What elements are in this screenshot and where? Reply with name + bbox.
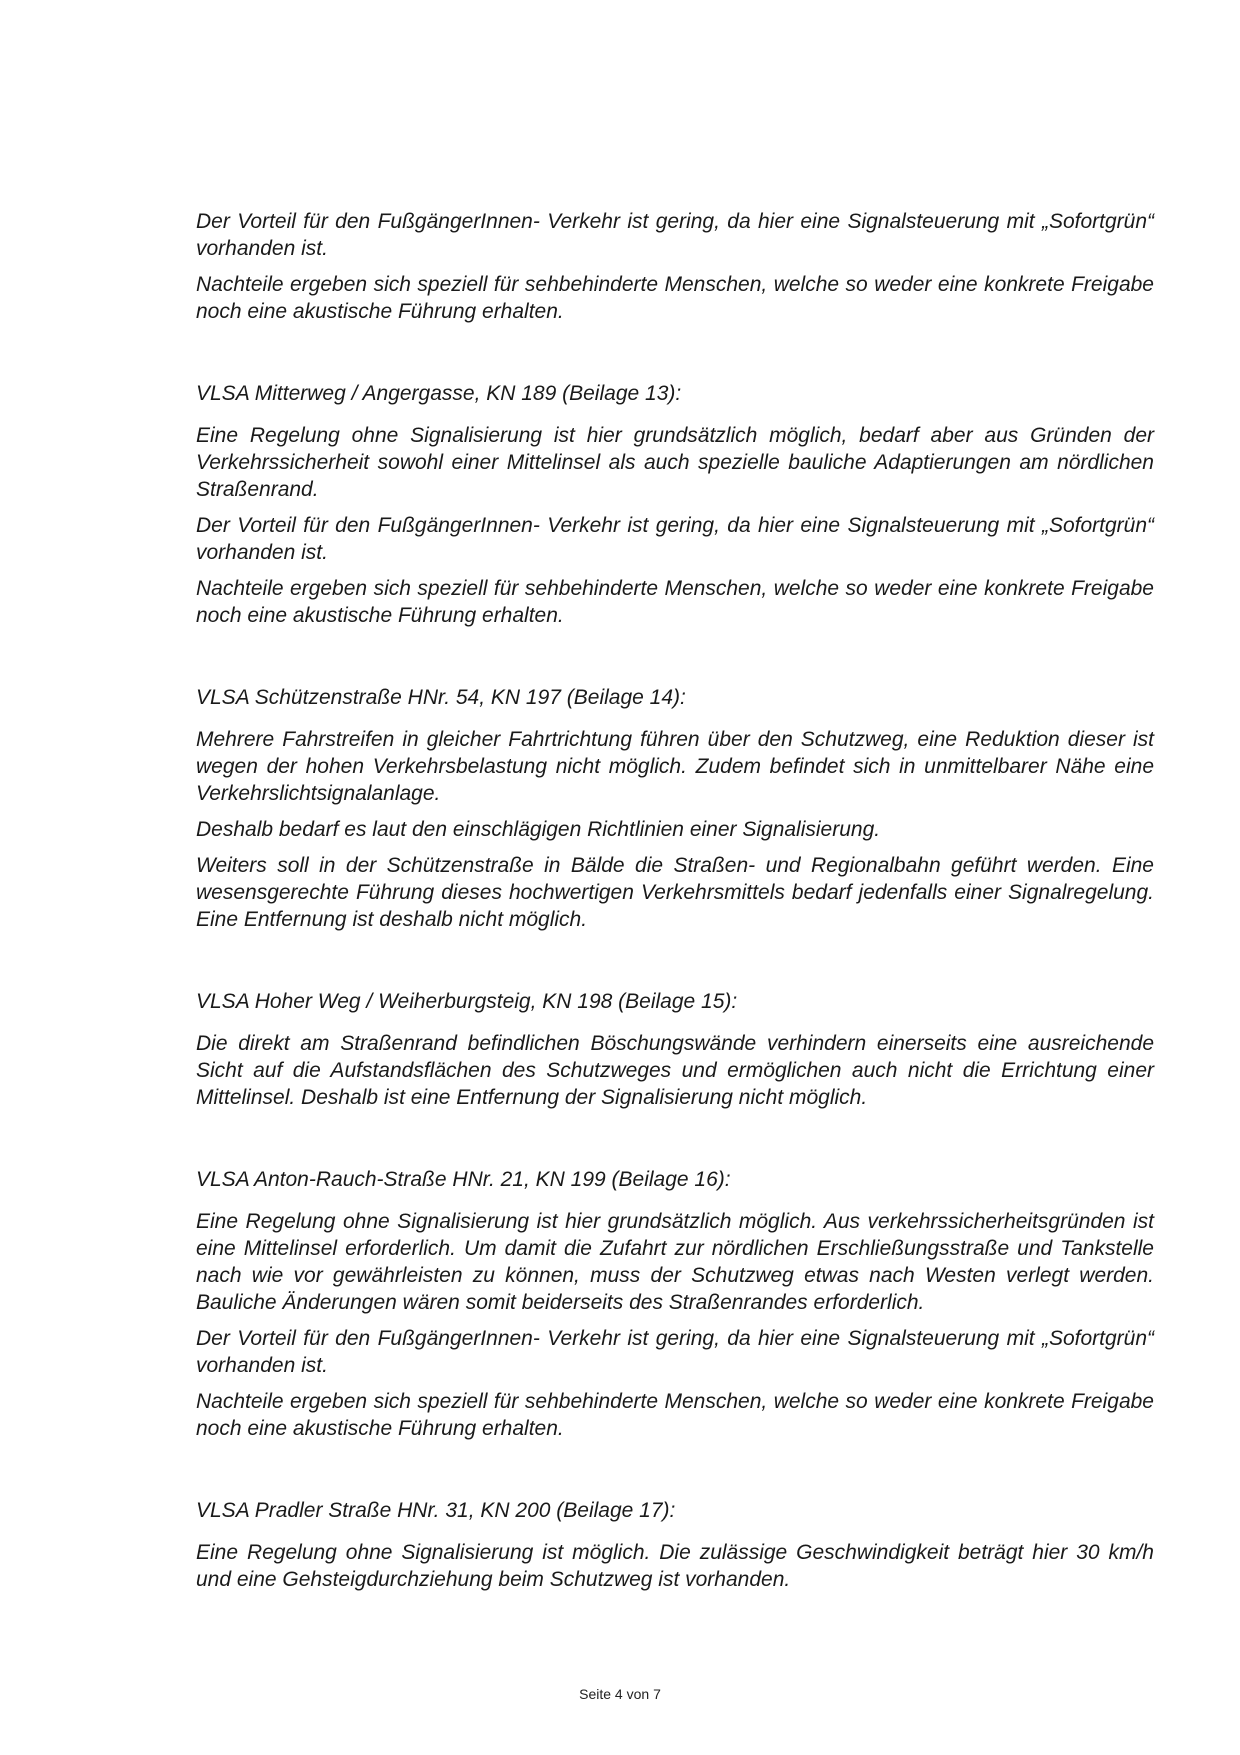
section-paragraph: Der Vorteil für den FußgängerInnen- Verkehr ist gering, da hier eine Signalsteuerung mit „Sofortgrün“ vorhanden ist. bbox=[196, 1327, 1154, 1377]
page-number: Seite 4 von 7 bbox=[579, 1686, 661, 1702]
section-heading: VLSA Pradler Straße HNr. 31, KN 200 (Beilage 17): bbox=[196, 1499, 676, 1522]
section-gap bbox=[196, 638, 1154, 684]
section-heading: VLSA Anton-Rauch-Straße HNr. 21, KN 199 (Beilage 16): bbox=[196, 1168, 731, 1191]
intro-paragraph-disadvantage: Nachteile ergeben sich speziell für sehbehinderte Menschen, welche so weder eine konkrete Freigabe noch eine akustische Führung erhalten. bbox=[196, 273, 1154, 323]
section-gap bbox=[196, 334, 1154, 380]
section-paragraph: Eine Regelung ohne Signalisierung ist möglich. Die zulässige Geschwindigkeit beträgt hier 30 km/h und eine Gehsteigdurchziehung beim Schutzweg ist vorhanden. bbox=[196, 1541, 1154, 1591]
section-paragraph: Der Vorteil für den FußgängerInnen- Verkehr ist gering, da hier eine Signalsteuerung mit „Sofortgrün“ vorhanden ist. bbox=[196, 514, 1154, 564]
section-gap bbox=[196, 1120, 1154, 1166]
section-paragraph: Die direkt am Straßenrand befindlichen Böschungswände verhindern einerseits eine ausreichende Sicht auf die Aufstandsflächen des Schutzweges und ermöglichen auch nicht die Errichtung einer Mittelinsel. Deshalb ist eine Entfernung der Signalisierung nicht möglich. bbox=[196, 1032, 1154, 1109]
section-paragraph: Mehrere Fahrstreifen in gleicher Fahrtrichtung führen über den Schutzweg, eine Reduktion dieser ist wegen der hohen Verkehrsbelastung nicht möglich. Zudem befindet sich in unmittelbarer Nähe eine Verkehrslichtsignalanlage. bbox=[196, 728, 1154, 805]
section-paragraph: Eine Regelung ohne Signalisierung ist hier grundsätzlich möglich. Aus verkehrssicherheitsgründen ist eine Mittelinsel erforderlich. Um damit die Zufahrt zur nördlichen Erschließungsstraße und Tankstelle nach wie vor gewährleisten zu können, muss der Schutzweg etwas nach Westen verlegt werden. Bauliche Änderungen wären somit beiderseits des Straßenrandes erforderlich. bbox=[196, 1210, 1154, 1314]
section-pradler-strasse bbox=[196, 1497, 1154, 1593]
section-paragraph: Nachteile ergeben sich speziell für sehbehinderte Menschen, welche so weder eine konkrete Freigabe noch eine akustische Führung erhalten. bbox=[196, 577, 1154, 627]
section-heading: VLSA Mitterweg / Angergasse, KN 189 (Beilage 13): bbox=[196, 382, 682, 405]
section-schuetzenstrasse bbox=[196, 684, 1154, 933]
section-mitterweg bbox=[196, 380, 1154, 629]
section-paragraph: Nachteile ergeben sich speziell für sehbehinderte Menschen, welche so weder eine konkrete Freigabe noch eine akustische Führung erhalten. bbox=[196, 1390, 1154, 1440]
section-gap bbox=[196, 1451, 1154, 1497]
section-heading: VLSA Hoher Weg / Weiherburgsteig, KN 198 (Beilage 15): bbox=[196, 990, 738, 1013]
section-gap bbox=[196, 942, 1154, 988]
section-heading: VLSA Schützenstraße HNr. 54, KN 197 (Beilage 14): bbox=[196, 686, 686, 709]
page-content bbox=[196, 208, 1154, 1602]
intro-paragraph-advantage: Der Vorteil für den FußgängerInnen- Verkehr ist gering, da hier eine Signalsteuerung mit „Sofortgrün“ vorhanden ist. bbox=[196, 210, 1154, 260]
section-anton-rauch-strasse bbox=[196, 1166, 1154, 1442]
section-paragraph: Eine Regelung ohne Signalisierung ist hier grundsätzlich möglich, bedarf aber aus Gründen der Verkehrssicherheit sowohl einer Mittelinsel als auch spezielle bauliche Adaptierungen am nördlichen Straßenrand. bbox=[196, 424, 1154, 501]
section-hoher-weg bbox=[196, 988, 1154, 1111]
section-paragraph: Weiters soll in der Schützenstraße in Bälde die Straßen- und Regionalbahn geführt werden. Eine wesensgerechte Führung dieses hochwertigen Verkehrsmittels bedarf jedenfalls einer Signalregelung. Eine Entfernung ist deshalb nicht möglich. bbox=[196, 854, 1154, 931]
section-paragraph: Deshalb bedarf es laut den einschlägigen Richtlinien einer Signalisierung. bbox=[196, 818, 881, 841]
